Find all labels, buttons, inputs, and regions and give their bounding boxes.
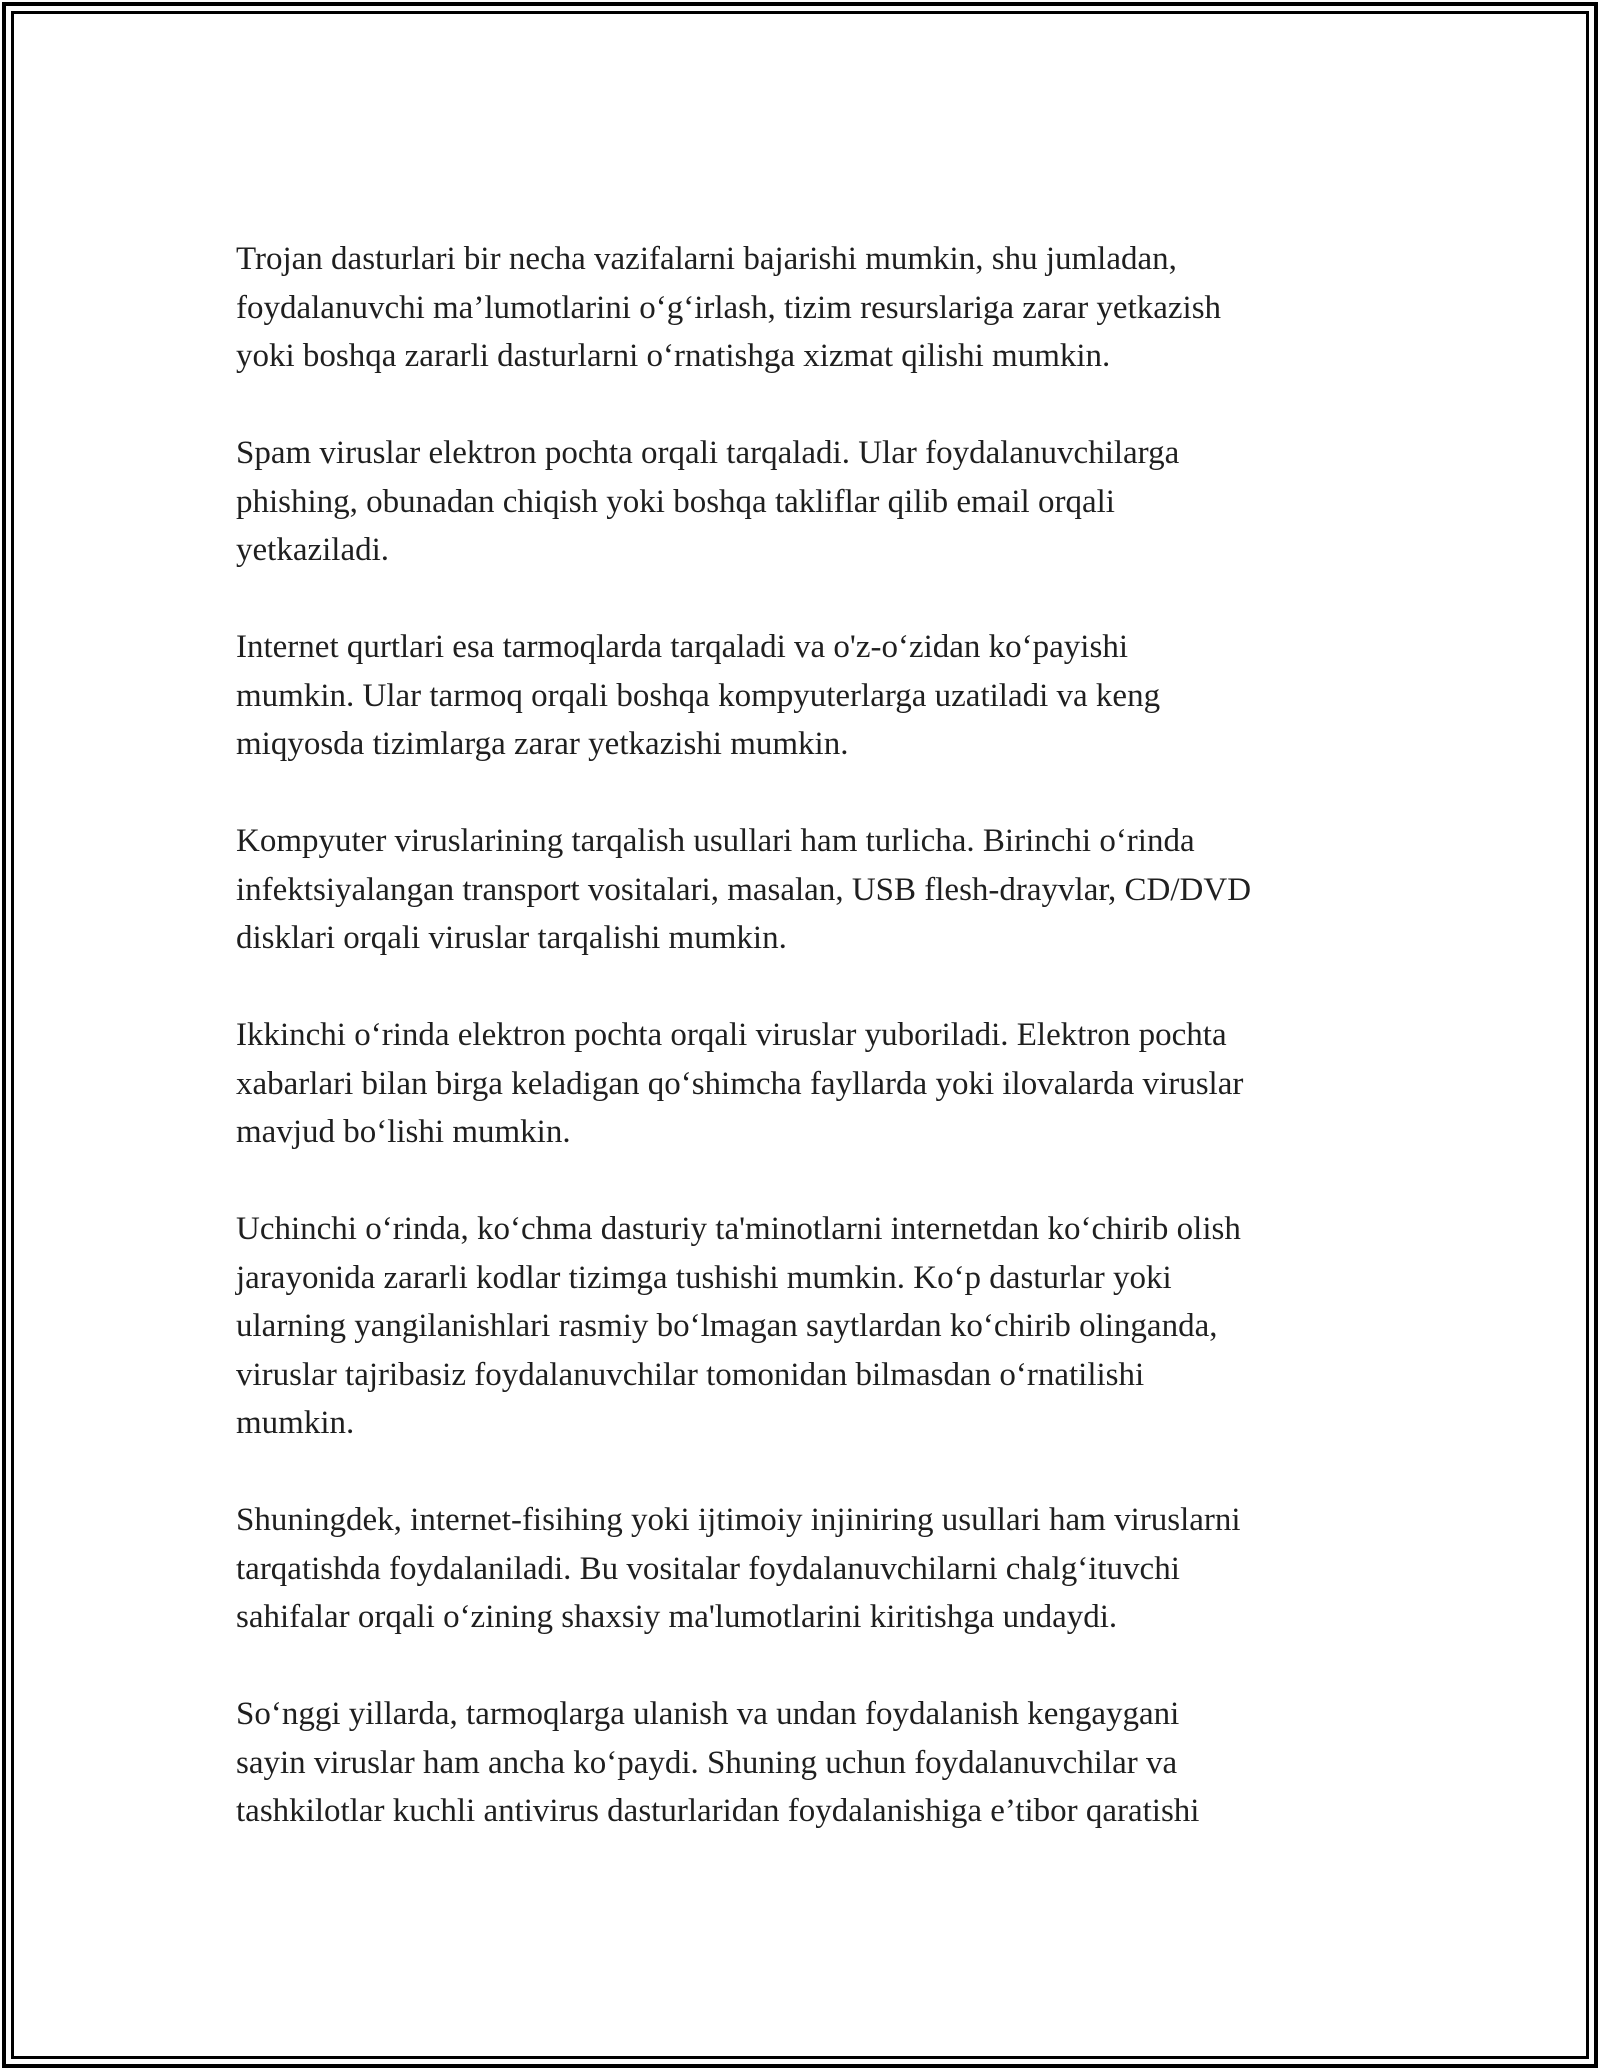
paragraph-spam: Spam viruslar elektron pochta orqali tarqaladi. Ular foydalanuvchilarga phishing, obunadan chiqish yoki boshqa takliflar qilib email orqali yetkaziladi.: [236, 435, 1180, 568]
paragraph-download-spread: Uchinchi o‘rinda, ko‘chma dasturiy ta'minotlarni internetdan ko‘chirib olish jarayonida zararli kodlar tizimga tushishi mumkin. Ko‘p dasturlar yoki ularning yangilanishlari rasmiy bo‘lmagan saytlardan ko‘chirib olinganda, viruslar tajribasiz foydalanuvchilar tomonidan bilmasdan o‘rnatilishi mumkin.: [236, 1211, 1241, 1441]
paragraph-spread-methods: Kompyuter viruslarining tarqalish usullari ham turlicha. Birinchi o‘rinda infektsiyalangan transport vositalari, masalan, USB flesh-drayvlar, CD/DVD disklari orqali viruslar tarqalishi mumkin.: [236, 823, 1252, 956]
document-body: [236, 235, 1376, 1836]
paragraph-recent-years: So‘nggi yillarda, tarmoqlarga ulanish va undan foydalanish kengaygani sayin viruslar ham ancha ko‘paydi. Shuning uchun foydalanuvchilar va tashkilotlar kuchli antivirus dasturlaridan foydalanishiga e’tibor qaratishi: [236, 1696, 1200, 1829]
paragraph-internet-worms: Internet qurtlari esa tarmoqlarda tarqaladi va o'z-o‘zidan ko‘payishi mumkin. Ular tarmoq orqali boshqa kompyuterlarga uzatiladi va keng miqyosda tizimlarga zarar yetkazishi mumkin.: [236, 629, 1161, 762]
paragraph-email-spread: Ikkinchi o‘rinda elektron pochta orqali viruslar yuboriladi. Elektron pochta xabarlari bilan birga keladigan qo‘shimcha fayllarda yoki ilovalarda viruslar mavjud bo‘lishi mumkin.: [236, 1017, 1244, 1150]
paragraph-trojan: Trojan dasturlari bir necha vazifalarni bajarishi mumkin, shu jumladan, foydalanuvchi ma’lumotlarini o‘g‘irlash, tizim resurslariga zarar yetkazish yoki boshqa zararli dasturlarni o‘rnatishga xizmat qilishi mumkin.: [236, 241, 1222, 374]
paragraph-phishing: Shuningdek, internet-fisihing yoki ijtimoiy injiniring usullari ham viruslarni tarqatishda foydalaniladi. Bu vositalar foydalanuvchilarni chalg‘ituvchi sahifalar orqali o‘zining shaxsiy ma'lumotlarini kiritishga undaydi.: [236, 1502, 1241, 1635]
